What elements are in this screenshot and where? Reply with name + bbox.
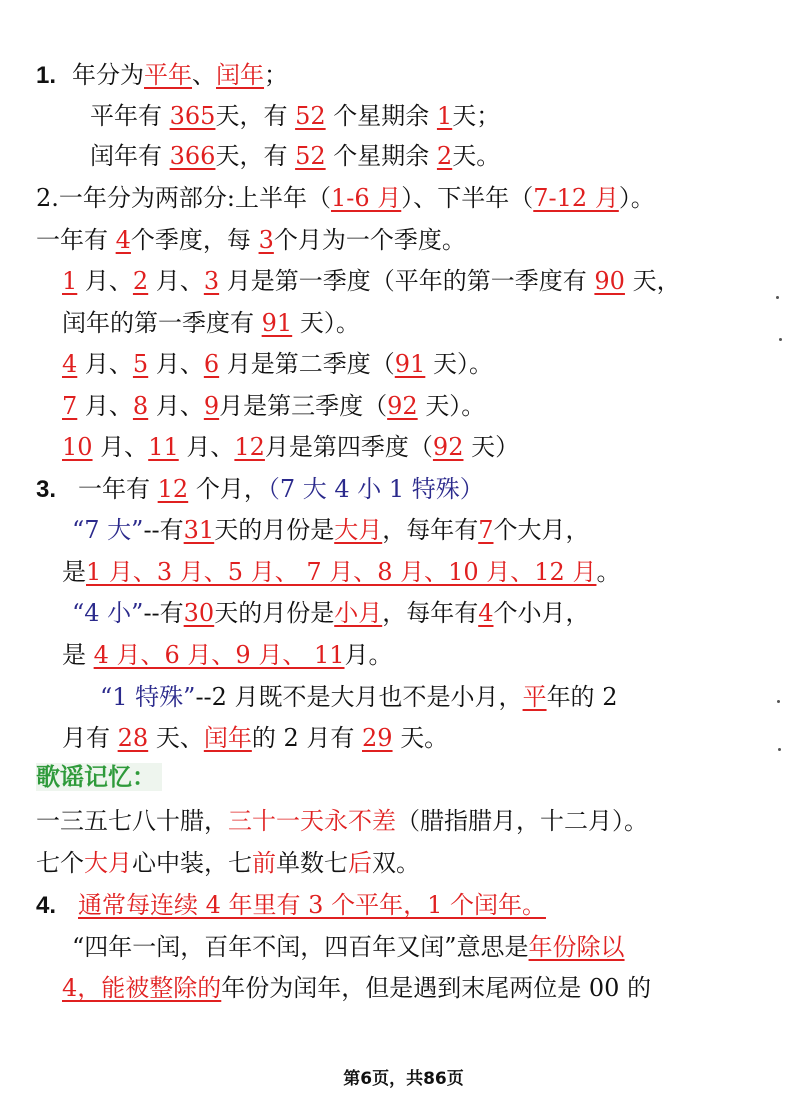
section-2-heading: 2.一年分为两部分:上半年（1-6 月）、下半年（7-12 月）。 bbox=[36, 184, 655, 212]
quarter-4-line: 10 月、11 月、12月是第四季度（92 天） bbox=[62, 433, 520, 461]
common-year-line: 平年有 365天，有 52 个星期余 1天； bbox=[90, 102, 501, 130]
big-month-list-line: 是1 月、3 月、5 月、 7 月、8 月、10 月、12 月。 bbox=[62, 558, 621, 586]
quarter-1-leap-line: 闰年的第一季度有 91 天）。 bbox=[62, 309, 360, 337]
margin-mark bbox=[778, 748, 781, 751]
leap-rule-line-2: 4，能被整除的年份为闰年，但是遇到末尾两位是 00 的 bbox=[62, 974, 652, 1002]
small-month-list-line: 是 4 月、6 月、9 月、 11月。 bbox=[62, 641, 393, 669]
page-footer: 第6页，共86页 bbox=[343, 1069, 464, 1089]
quarter-3-line: 7 月、8 月、9月是第三季度（92 天）。 bbox=[62, 392, 486, 420]
song-line-2: 七个大月心中装，七前单数七后双。 bbox=[36, 849, 420, 877]
section-1-heading: 1. 年分为平年、闰年； bbox=[36, 61, 289, 89]
small-month-line: “4 小”--有30天的月份是小月，每年有4个小月， bbox=[72, 599, 590, 627]
section-4-heading: 4. 通常每连续 4 年里有 3 个平年，1 个闰年。 bbox=[36, 891, 546, 919]
margin-mark bbox=[777, 700, 780, 703]
february-days-line: 月有 28 天、闰年的 2 月有 29 天。 bbox=[62, 724, 449, 752]
quarter-1-line: 1 月、2 月、3 月是第一季度（平年的第一季度有 90 天， bbox=[62, 267, 681, 295]
leap-year-line: 闰年有 366天，有 52 个星期余 2天。 bbox=[90, 142, 501, 170]
quarters-line: 一年有 4个季度，每 3个月为一个季度。 bbox=[36, 226, 466, 254]
quarter-2-line: 4 月、5 月、6 月是第二季度（91 天）。 bbox=[62, 350, 493, 378]
special-month-line: “1 特殊”--2 月既不是大月也不是小月，平年的 2 bbox=[100, 683, 618, 711]
song-line-1: 一三五七八十腊，三十一天永不差（腊指腊月，十二月）。 bbox=[36, 807, 648, 835]
big-month-line: “7 大”--有31天的月份是大月，每年有7个大月， bbox=[72, 516, 590, 544]
section-3-heading: 3. 一年有 12 个月，（7 大 4 小 1 特殊） bbox=[36, 475, 484, 503]
leap-rule-line: “四年一闰，百年不闰，四百年又闰”意思是年份除以 bbox=[72, 933, 625, 961]
margin-mark bbox=[776, 296, 779, 299]
margin-mark bbox=[779, 338, 782, 341]
song-title: 歌谣记忆： bbox=[36, 762, 162, 792]
